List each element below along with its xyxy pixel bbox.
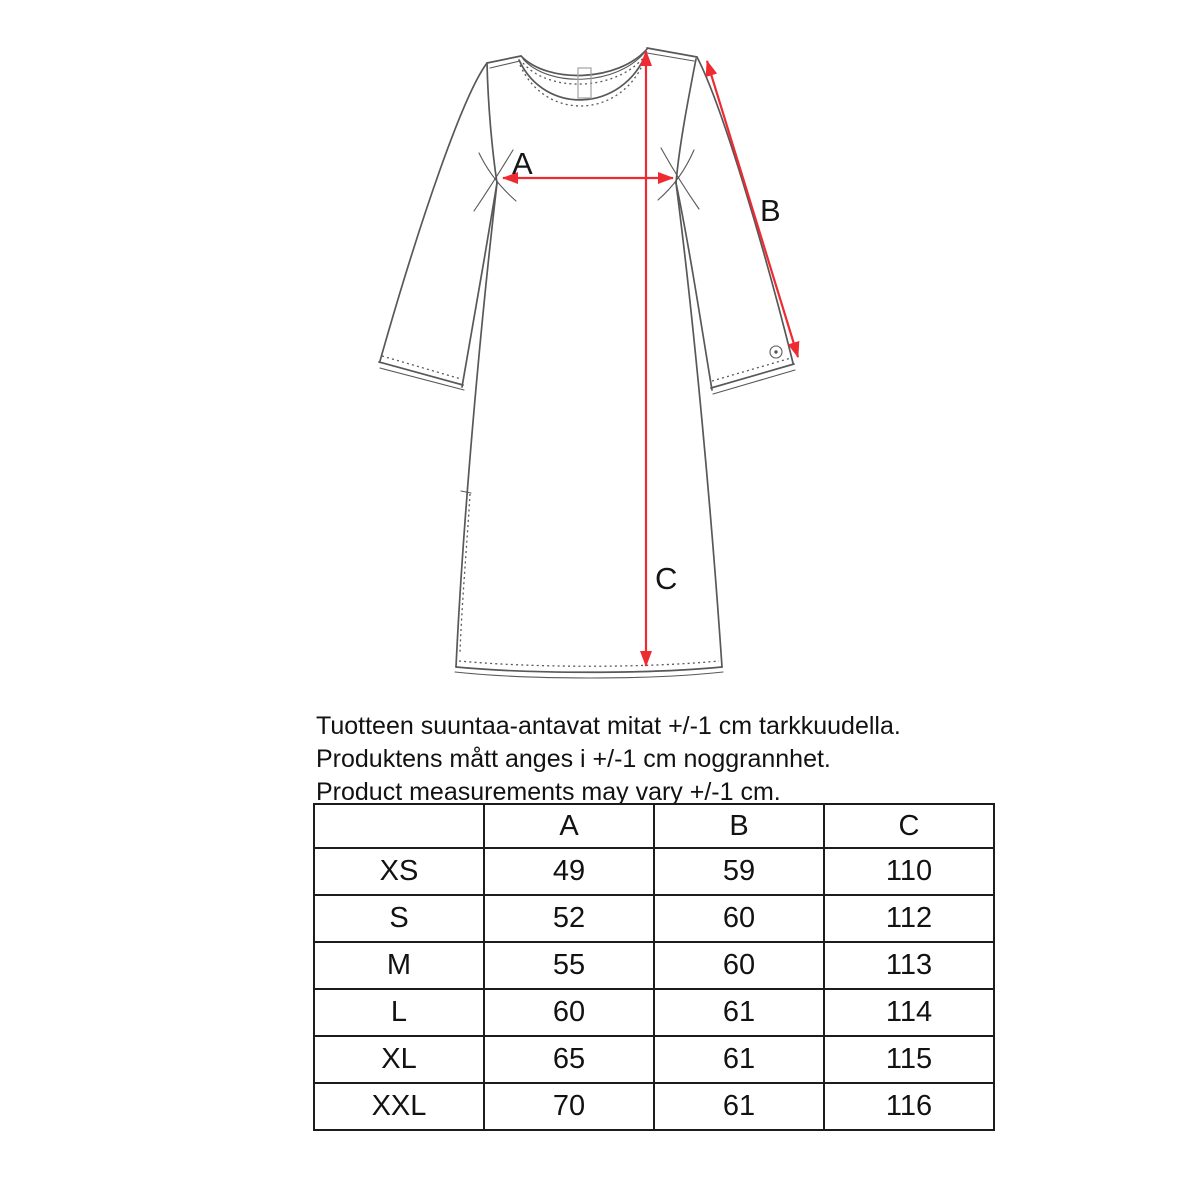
hem-stitch: [459, 661, 719, 666]
right-side-seam: [676, 183, 722, 667]
size-cell: M: [314, 942, 484, 989]
value-cell: 65: [484, 1036, 654, 1083]
measure-label-b: B: [760, 193, 781, 228]
value-cell: 55: [484, 942, 654, 989]
value-cell: 61: [654, 989, 824, 1036]
table-row: [314, 942, 994, 989]
size-cell: XXL: [314, 1083, 484, 1130]
value-cell: 116: [824, 1083, 994, 1130]
left-armhole-seam: [487, 63, 497, 183]
size-cell: S: [314, 895, 484, 942]
table-row: [314, 848, 994, 895]
note-english: Product measurements may vary +/-1 cm.: [316, 778, 781, 806]
left-sleeve-outer: [380, 63, 487, 361]
left-cuff-stitch: [382, 356, 461, 379]
left-side-seam: [456, 183, 497, 667]
value-cell: 60: [654, 942, 824, 989]
right-cuff-fold: [713, 370, 795, 394]
size-table-header-row: [314, 804, 994, 848]
left-cuff-edge: [379, 362, 463, 385]
size-column-header: [314, 804, 484, 848]
table-row: [314, 1036, 994, 1083]
back-neck-stitch: [523, 57, 644, 84]
table-row: [314, 1083, 994, 1130]
column-header-c: C: [824, 804, 994, 848]
left-cuff-fold: [380, 368, 464, 390]
right-shoulder-stitch: [647, 53, 694, 61]
measure-arrow-b: [707, 61, 798, 357]
measure-label-a: A: [512, 146, 533, 181]
right-sleeve-inner: [676, 183, 712, 390]
neck-tag: [578, 68, 591, 98]
value-cell: 113: [824, 942, 994, 989]
value-cell: 112: [824, 895, 994, 942]
note-swedish: Produktens mått anges i +/-1 cm noggrannhet.: [316, 745, 831, 773]
value-cell: 49: [484, 848, 654, 895]
hem-edge: [456, 667, 722, 672]
size-cell: XL: [314, 1036, 484, 1083]
tolerance-notes: [316, 710, 901, 809]
value-cell: 70: [484, 1083, 654, 1130]
table-row: [314, 895, 994, 942]
right-cuff-stitch: [712, 358, 791, 381]
size-table: [313, 803, 995, 1131]
column-header-b: B: [654, 804, 824, 848]
cuff-button-hole: [774, 350, 777, 353]
value-cell: 61: [654, 1036, 824, 1083]
right-cuff-edge: [711, 364, 794, 388]
column-header-a: A: [484, 804, 654, 848]
value-cell: 60: [654, 895, 824, 942]
measure-label-c: C: [655, 561, 678, 596]
table-row: [314, 989, 994, 1036]
size-cell: L: [314, 989, 484, 1036]
front-neckline: [519, 54, 646, 100]
value-cell: 60: [484, 989, 654, 1036]
slit-top-notch: [461, 491, 471, 493]
measurement-arrows: [503, 51, 798, 666]
size-cell: XS: [314, 848, 484, 895]
note-finnish: Tuotteen suuntaa-antavat mitat +/-1 cm tarkkuudella.: [316, 712, 901, 740]
value-cell: 110: [824, 848, 994, 895]
value-cell: 114: [824, 989, 994, 1036]
value-cell: 59: [654, 848, 824, 895]
value-cell: 52: [484, 895, 654, 942]
value-cell: 115: [824, 1036, 994, 1083]
right-shoulder-seam: [647, 48, 697, 57]
right-armhole-seam: [676, 59, 696, 183]
value-cell: 61: [654, 1083, 824, 1130]
